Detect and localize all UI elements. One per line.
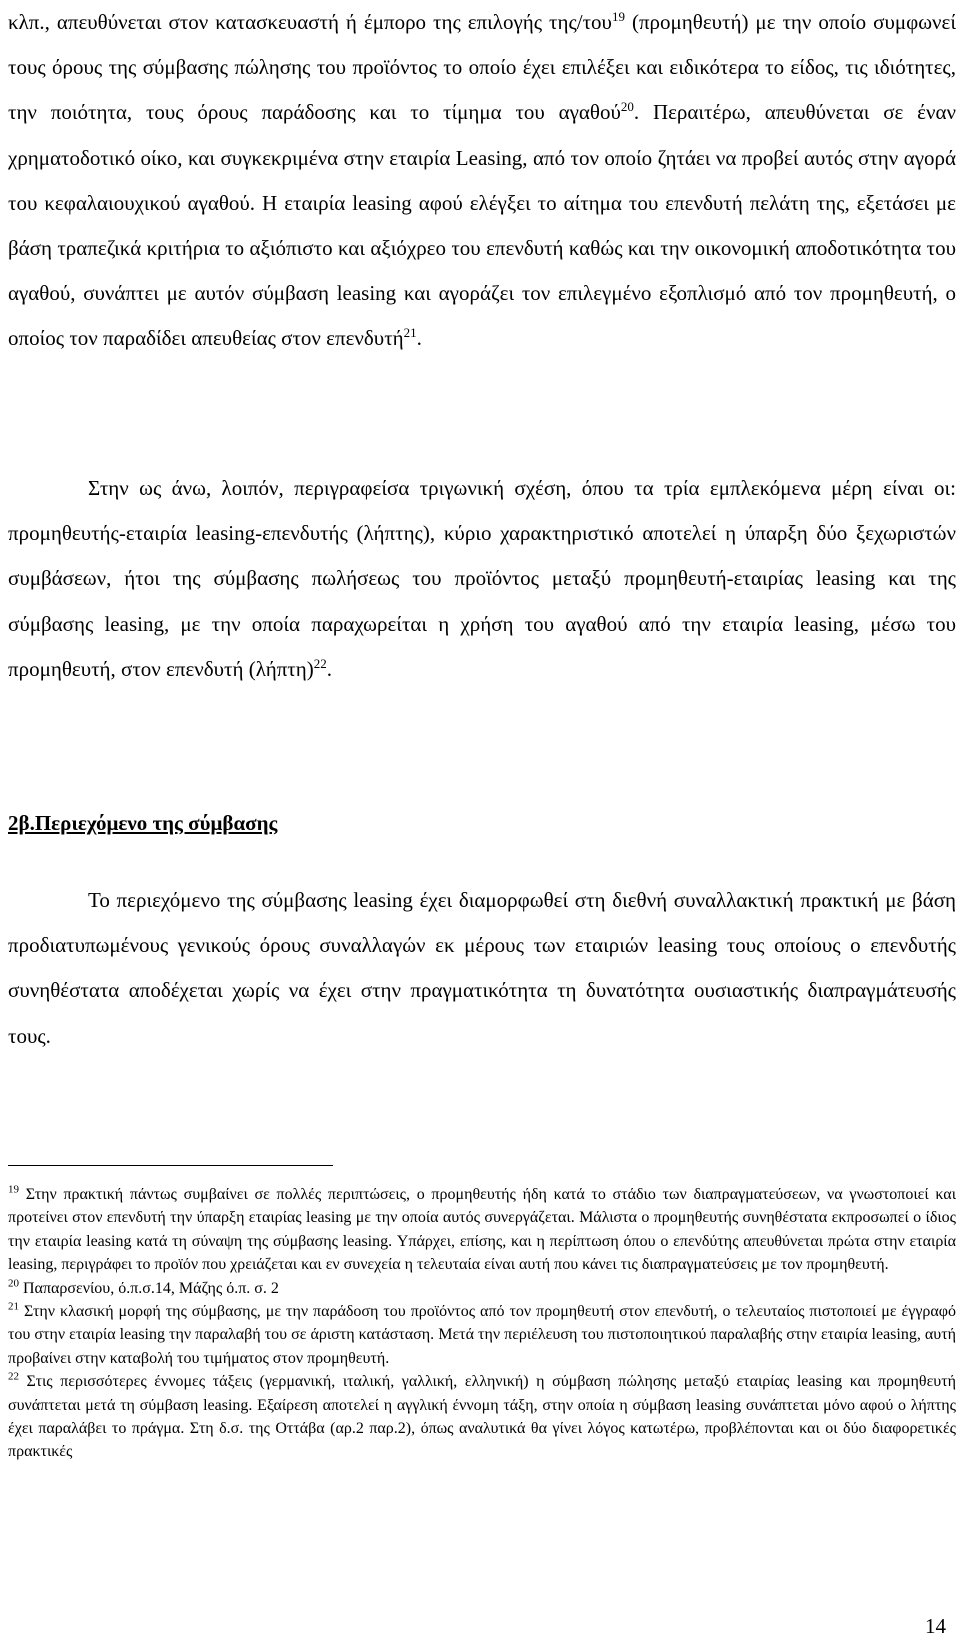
section-heading: 2β.Περιεχόμενο της σύμβασης <box>8 811 278 835</box>
paragraph-leasing-process: κλπ., απευθύνεται στον κατασκευαστή ή έμπορο της επιλογής της/του$^{19}$ (προμηθευτή) με την οποίο συμφωνεί τους όρους της σύμβασης πώλησης του προϊόντος το οποίο έχει επιλέξει και ειδικότερα το είδος, τις ιδιότητες, την ποιότητα, τους όρους παράδοσης και το τίμημα του αγαθού$^{20}$. Περαιτέρω, απευθύνεται σε έναν χρηματοδοτικό οίκο, και συγκεκριμένα στην εταιρία Leasing, από τον οποίο ζητάει να προβεί αυτός στην αγορά του κεφαλαιουχικού αγαθού. Η εταιρία leasing αφού ελέγξει το αίτημα του επενδυτή πελάτη της, εξετάσει με βάση τραπεζικά κριτήρια το αξιόπιστο και αξιόχρεο του επενδυτή καθώς και την οικονομική αποδοτικότητα του αγαθού, συνάπτει με αυτόν σύμβαση leasing και αγοράζει τον επιλεγμένο εξοπλισμό από τον προμηθευτή, ο οποίος τον παραδίδει απευθείας στον επενδυτή$^{21}$. <box>8 9 956 351</box>
footnote-22: $^{22}$ Στις περισσότερες έννομες τάξεις (γερμανική, ιταλική, γαλλική, ελληνική) η σύμβαση πώλησης μεταξύ εταιρίας leasing και προμηθευτή συνάπτεται μετά τη σύμβαση leasing. Εξαίρεση αποτελεί η αγγλική έννομη τάξη, στην οποία η σύμβαση leasing συνάπτεται μόνο αφού ο λήπτης έχει παραλάβει το πράγμα. Στη δ.σ. της Οττάβα (αρ.2 παρ.2), όπως αναλυτικά θα γίνει λόγος κατωτέρω, προβλέπονται και οι δύο διαφορετικές πρακτικές <box>8 1370 956 1461</box>
paragraph-triangular-relation: Στην ως άνω, λοιπόν, περιγραφείσα τριγωνική σχέση, όπου τα τρία εμπλεκόμενα μέρη είναι οι: προμηθευτής-εταιρία leasing-επενδυτής (λήπτης), κύριο χαρακτηριστικό αποτελεί η ύπαρξη δύο ξεχωριστών συμβάσεων, ήτοι της σύμβασης πωλήσεως του προϊόντος μεταξύ προμηθευτή-εταιρίας leasing και της σύμβασης leasing, με την οποία παραχωρείται η χρήση του αγαθού από την εταιρία leasing, μέσω του προμηθευτή, στον επενδυτή $(\lambda ή\pi\tau\eta)^{22}$. <box>8 476 956 681</box>
footnote-ref-21[interactable]: 21 <box>403 325 417 341</box>
page-number: 14 <box>925 1614 946 1638</box>
footnote-19: $^{19}$ Στην πρακτική πάντως συμβαίνει σε πολλές περιπτώσεις, ο προμηθευτής ήδη κατά το στάδιο των διαπραγματεύσεων, να γνωστοποιεί και προτείνει στον επενδυτή την ύπαρξη εταιρίας leasing με την οποία αυτός συνεργάζεται. Μάλιστα ο προμηθευτής συνηθέστατα εκπροσωπεί ο ίδιος την εταιρία leasing κατά τη σύναψη της σύμβασης leasing. Υπάρχει, επίσης, και η περίπτωση όπου ο επενδύτης απευθύνεται πρώτα στην εταιρία leasing, περιγράφει το προϊόν που χρειάζεται και εν συνεχεία η τελευταία είναι αυτή που κάνει τις διαπραγματεύσεις με τον προμηθευτή. <box>8 1183 956 1274</box>
footnote-separator <box>8 1165 333 1166</box>
footnotes <box>8 1183 956 1464</box>
footnote-21: $^{21}$ Στην κλασική μορφή της σύμβασης, με την παράδοση του προϊόντος από τον προμηθευτή στον επενδυτή, ο τελευταίος πιστοποιεί με έγγραφό του στην εταιρία leasing την παραλαβή του σε άριστη κατάσταση. Μετά την περιέλευση του πιστοποιητικού παραλαβής στην εταιρία leasing, αυτή προβαίνει στην καταβολή του τιμήματος στον προμηθευτή. <box>8 1300 956 1367</box>
paragraph-contract-content: Το περιεχόμενο της σύμβασης leasing έχει διαμορφωθεί στη διεθνή συναλλακτική πρακτική με βάση προδιατυπωμένους γενικούς όρους συναλλαγών εκ μέρους των εταιριών leasing τους οποίους ο επενδυτής συνηθέστατα αποδέχεται χωρίς να έχει στην πραγματικότητα τη δυνατότητα ουσιαστικής διαπραγμάτευσής τους. <box>8 888 956 1048</box>
footnote-ref-20[interactable]: 20 <box>620 99 634 115</box>
footnote-ref-22[interactable]: 22 <box>313 655 327 671</box>
footnote-20: $^{20}$ Παπαρσενίου, ό.π.σ.14, Μάζης ό.π. σ. 2 <box>8 1277 279 1297</box>
footnote-ref-19[interactable]: 19 <box>611 9 625 24</box>
